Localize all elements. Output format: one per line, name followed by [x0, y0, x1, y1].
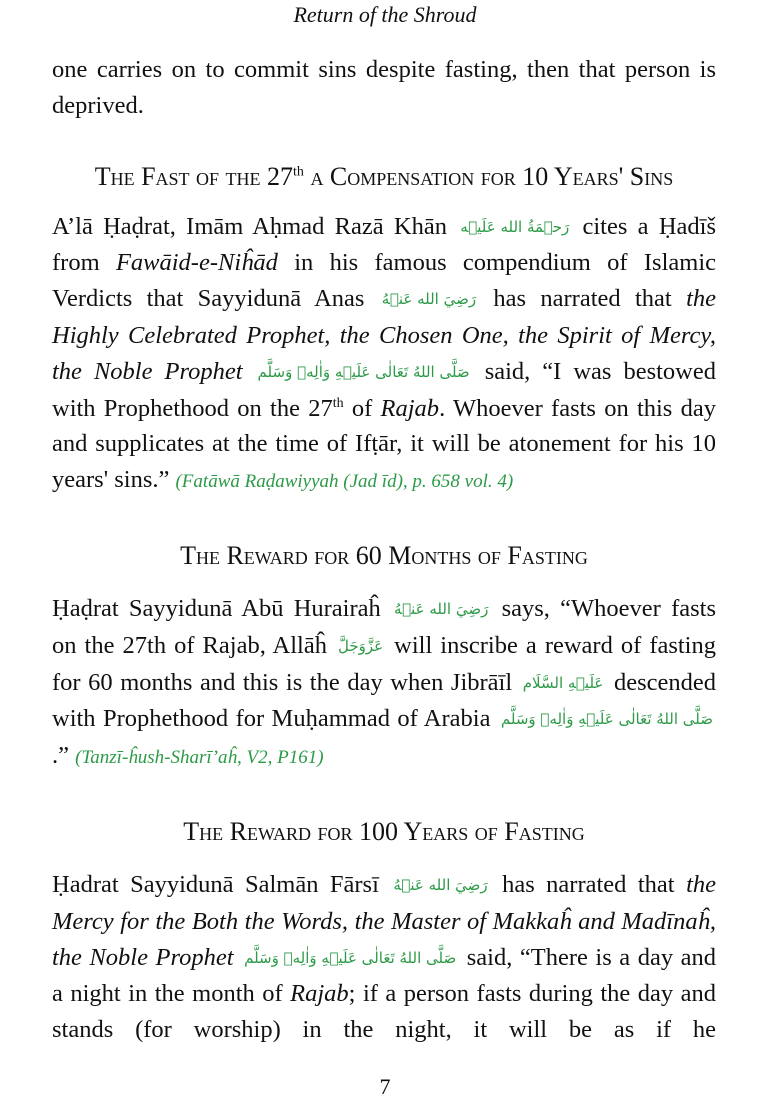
text-run	[234, 944, 242, 971]
text-run: will inscribe a reward of fasting for 60 months and this is the day when Jibrāīl	[52, 631, 716, 696]
intro-paragraph: one carries on to commit sins despite fasting, then that person is deprived.	[52, 56, 716, 119]
heading-text: a Compensation for 10 Years' Sins	[303, 161, 674, 191]
superscript: th	[332, 395, 344, 411]
text-run: .”	[52, 742, 76, 770]
arabic-salutation: صَلَّى اللهُ تَعَالٰى عَلَيۡهِ وَاٰلِهٖ وَسَلَّم	[500, 710, 714, 729]
page-number: 7	[379, 1074, 391, 1099]
text-run: cites a Ḥadīš from	[52, 212, 716, 277]
heading-100-years: The Reward for 100 Years of Fasting	[183, 816, 585, 846]
text-run: Ḥaḍrat Sayyidunā Abū Hurairaĥ	[52, 594, 392, 622]
prophet-titles: the Mercy for the Both the Words, the Master of Makkaĥ and Madīnaĥ, the Noble Prophet	[52, 870, 716, 971]
running-header: Return of the Shroud	[293, 2, 477, 27]
paragraph-compensation	[52, 209, 716, 500]
text-run: descended with Prophethood for Muḥammad of Arabia	[52, 668, 716, 733]
heading-text: The Fast of the 27	[94, 161, 294, 191]
month-name: Rajab	[290, 980, 349, 1008]
text-run	[243, 358, 255, 385]
text-run: has narrated that	[479, 285, 687, 313]
paragraph-100-years	[52, 867, 716, 1048]
page-body	[52, 52, 716, 1048]
arabic-honorific: رَحۡمَةُ الله عَلَيۡه	[460, 217, 570, 236]
source-title: Fawāid-e-Niĥād	[115, 249, 278, 277]
arabic-honorific: عَزَّوَجَلَّ	[338, 636, 384, 655]
arabic-honorific: رَضِيَ الله عَنۡهُ	[381, 290, 477, 309]
text-run: said, “There is a day and a night in the month of	[52, 943, 717, 1008]
heading-superscript: th	[293, 163, 304, 179]
heading-60-months: The Reward for 60 Months of Fasting	[180, 540, 588, 570]
arabic-honorific: رَضِيَ الله عَنۡهُ	[394, 599, 489, 618]
paragraph-60-months	[52, 591, 716, 776]
prophet-titles: the Highly Celebrated Prophet, the Chosen One, the Spirit of Mercy, the Noble Prophet	[52, 285, 716, 385]
heading-fast-27th	[52, 157, 716, 197]
reference-citation: (Fatāwā Raḍawiyyah (Jad īd), p. 658 vol. 4)	[175, 471, 514, 493]
text-run: A’lā Ḥaḍrat, Imām Aḥmad Razā Khān	[52, 212, 458, 240]
arabic-salutation: عَلَيۡهِ السَّلَام	[522, 673, 604, 692]
text-run: Ḥadrat Sayyidunā Salmān Fārsī	[52, 870, 391, 898]
text-run: says, “Whoever fasts on the 27th of Rajab, Allāĥ	[52, 594, 717, 659]
month-name: Rajab	[380, 394, 440, 422]
text-run: has narrated that	[490, 870, 687, 898]
arabic-salutation: صَلَّى اللهُ تَعَالٰى عَلَيۡهِ وَاٰلِهٖ وَسَلَّم	[244, 948, 457, 967]
arabic-honorific: رَضِيَ الله عَنۡهُ	[393, 875, 488, 894]
text-run: ; if a person fasts during the day and stands (for worship) in the night, it will be as if he	[52, 980, 716, 1044]
arabic-salutation: صَلَّى اللهُ تَعَالٰى عَلَيۡهِ وَاٰلِهٖ وَسَلَّم	[257, 362, 470, 381]
reference-citation: (Tanzī-ĥush-Sharī’aĥ, V2, P161)	[75, 747, 324, 769]
text-run: in his famous compendium of Islamic Verdicts that Sayyidunā Anas	[52, 249, 716, 313]
text-run: of	[343, 394, 381, 422]
text-run: . Whoever fasts on this day and supplicates at the time of Ifṭār, it will be atonement for his 10 years' sins.”	[52, 394, 716, 494]
text-run: said, “I was bestowed with Prophethood on the 27	[52, 357, 717, 422]
